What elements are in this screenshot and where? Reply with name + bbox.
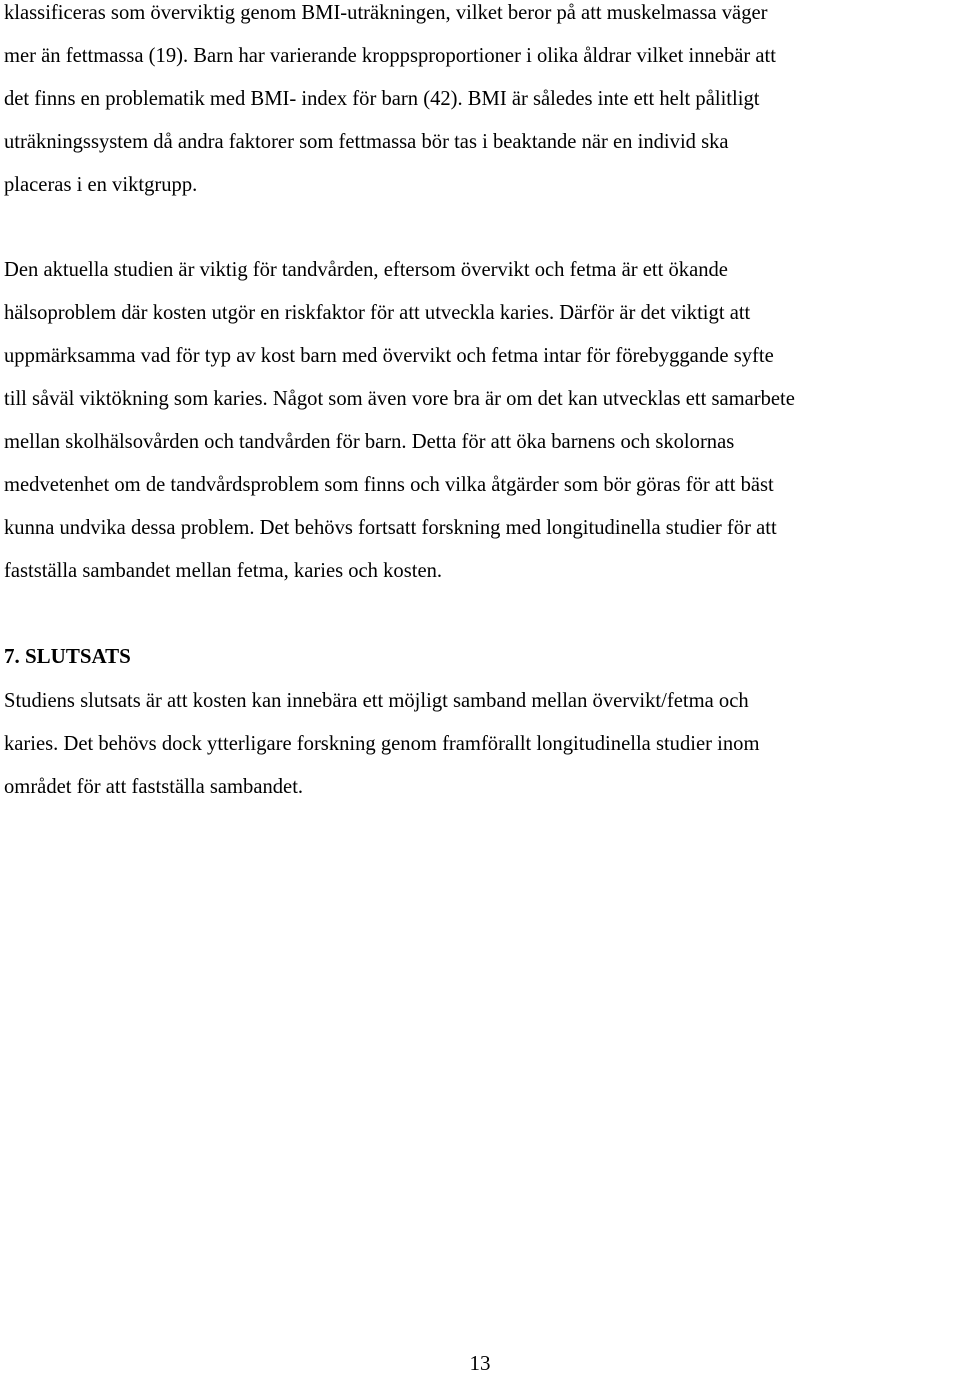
text-line: karies. Det behövs dock ytterligare forskning genom framförallt longitudinella studier inom [4, 733, 760, 755]
body-paragraph-bmi [4, 0, 776, 207]
text-line: uträkningssystem då andra faktorer som fettmassa bör tas i beaktande när en individ ska [4, 131, 729, 153]
text-line: Studiens slutsats är att kosten kan innebära ett möjligt samband mellan övervikt/fetma och [4, 690, 749, 712]
text-line: placeras i en viktgrupp. [4, 174, 198, 196]
text-line: Den aktuella studien är viktig för tandvården, eftersom övervikt och fetma är ett ökande [4, 259, 728, 281]
text-line: området för att fastställa sambandet. [4, 776, 304, 798]
text-line: uppmärksamma vad för typ av kost barn med övervikt och fetma intar för förebyggande syfte [4, 345, 774, 367]
text-line: medvetenhet om de tandvårdsproblem som finns och vilka åtgärder som bör göras för att bäst [4, 474, 774, 496]
text-line: till såväl viktökning som karies. Något som även vore bra är om det kan utvecklas ett samarbete [4, 388, 795, 410]
text-line: hälsoproblem där kosten utgör en riskfaktor för att utveckla karies. Därför är det viktigt att [4, 302, 751, 324]
text-line: kunna undvika dessa problem. Det behövs fortsatt forskning med longitudinella studier för att [4, 517, 777, 539]
body-paragraph-conclusion [4, 680, 759, 809]
page-number: 13 [469, 1351, 491, 1375]
text-line: det finns en problematik med BMI- index för barn (42). BMI är således inte ett helt pålitligt [4, 88, 760, 110]
body-paragraph-study-relevance [4, 249, 795, 593]
text-line: mer än fettmassa (19). Barn har varierande kroppsproportioner i olika åldrar vilket innebär att [4, 45, 776, 67]
text-line: mellan skolhälsovården och tandvården för barn. Detta för att öka barnens och skolornas [4, 431, 735, 453]
section-heading: 7. SLUTSATS [4, 644, 131, 668]
text-line: klassificeras som överviktig genom BMI-uträkningen, vilket beror på att muskelmassa väger [4, 2, 768, 24]
text-line: fastställa sambandet mellan fetma, karies och kosten. [4, 560, 443, 582]
